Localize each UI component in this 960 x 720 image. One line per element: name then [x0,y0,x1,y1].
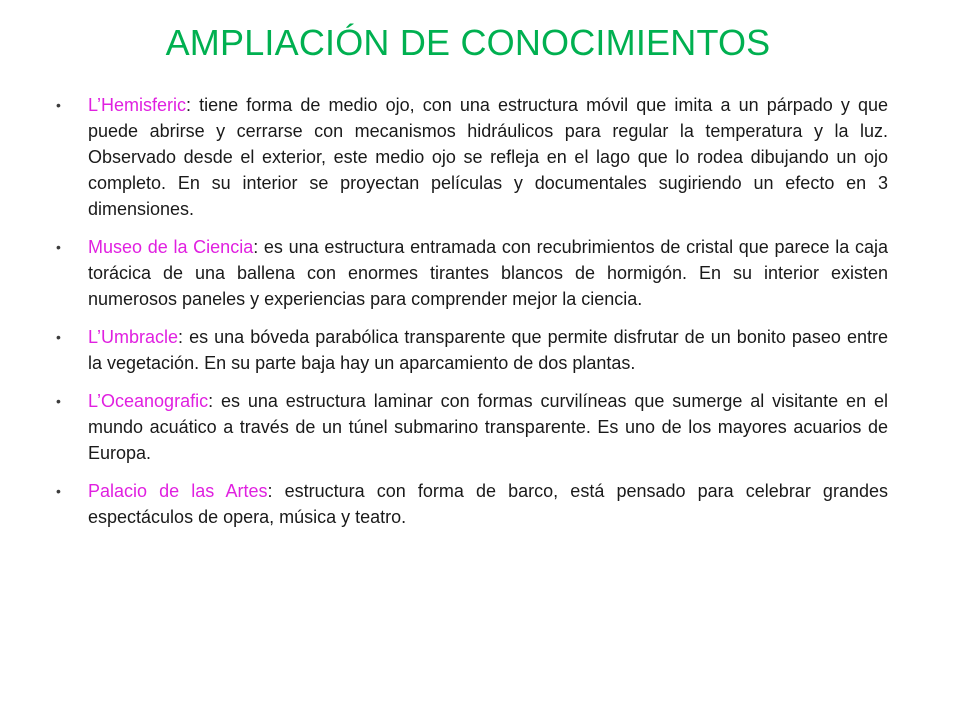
bullet-icon: • [56,329,61,345]
bullet-list [56,92,888,542]
item-term: Palacio de las Artes [88,481,268,501]
bullet-icon: • [56,483,61,499]
list-item [56,92,888,222]
item-text: : tiene forma de medio ojo, con una estructura móvil que imita a un párpado y que puede abrirse y cerrarse con mecanismos hidráulicos para regular la temperatura y la luz. Observado desde el exterior, este medio ojo se refleja en el lago que lo rodea dibujando un ojo completo. En su interior se proyectan películas y documentales sugiriendo un efecto en 3 dimensiones. [88,95,888,219]
item-text: : estructura con forma de barco, está pensado para celebrar grandes espectáculos de opera, música y teatro. [88,481,888,527]
item-term: L’Oceanografic [88,391,209,411]
bullet-icon: • [56,239,61,255]
list-item [56,234,888,312]
list-item [56,478,888,530]
bullet-icon: • [56,393,61,409]
item-term: L’Hemisferic [88,95,187,115]
list-item [56,324,888,376]
item-term: L’Umbracle [88,327,179,347]
item-term: Museo de la Ciencia [88,237,254,257]
item-text: : es una bóveda parabólica transparente que permite disfrutar de un bonito paseo entre la vegetación. En su parte baja hay un aparcamiento de dos plantas. [88,327,888,373]
list-item [56,388,888,466]
item-text: : es una estructura entramada con recubrimientos de cristal que parece la caja torácica de una ballena con enormes tirantes blancos de hormigón. En su interior existen numerosos paneles y experiencias para comprender mejor la ciencia. [88,237,888,309]
slide-title: AMPLIACIÓN DE CONOCIMIENTOS [165,22,771,63]
bullet-icon: • [56,97,61,113]
item-text: : es una estructura laminar con formas curvilíneas que sumerge al visitante en el mundo acuático a través de un túnel submarino transparente. Es uno de los mayores acuarios de Europa. [88,391,888,463]
